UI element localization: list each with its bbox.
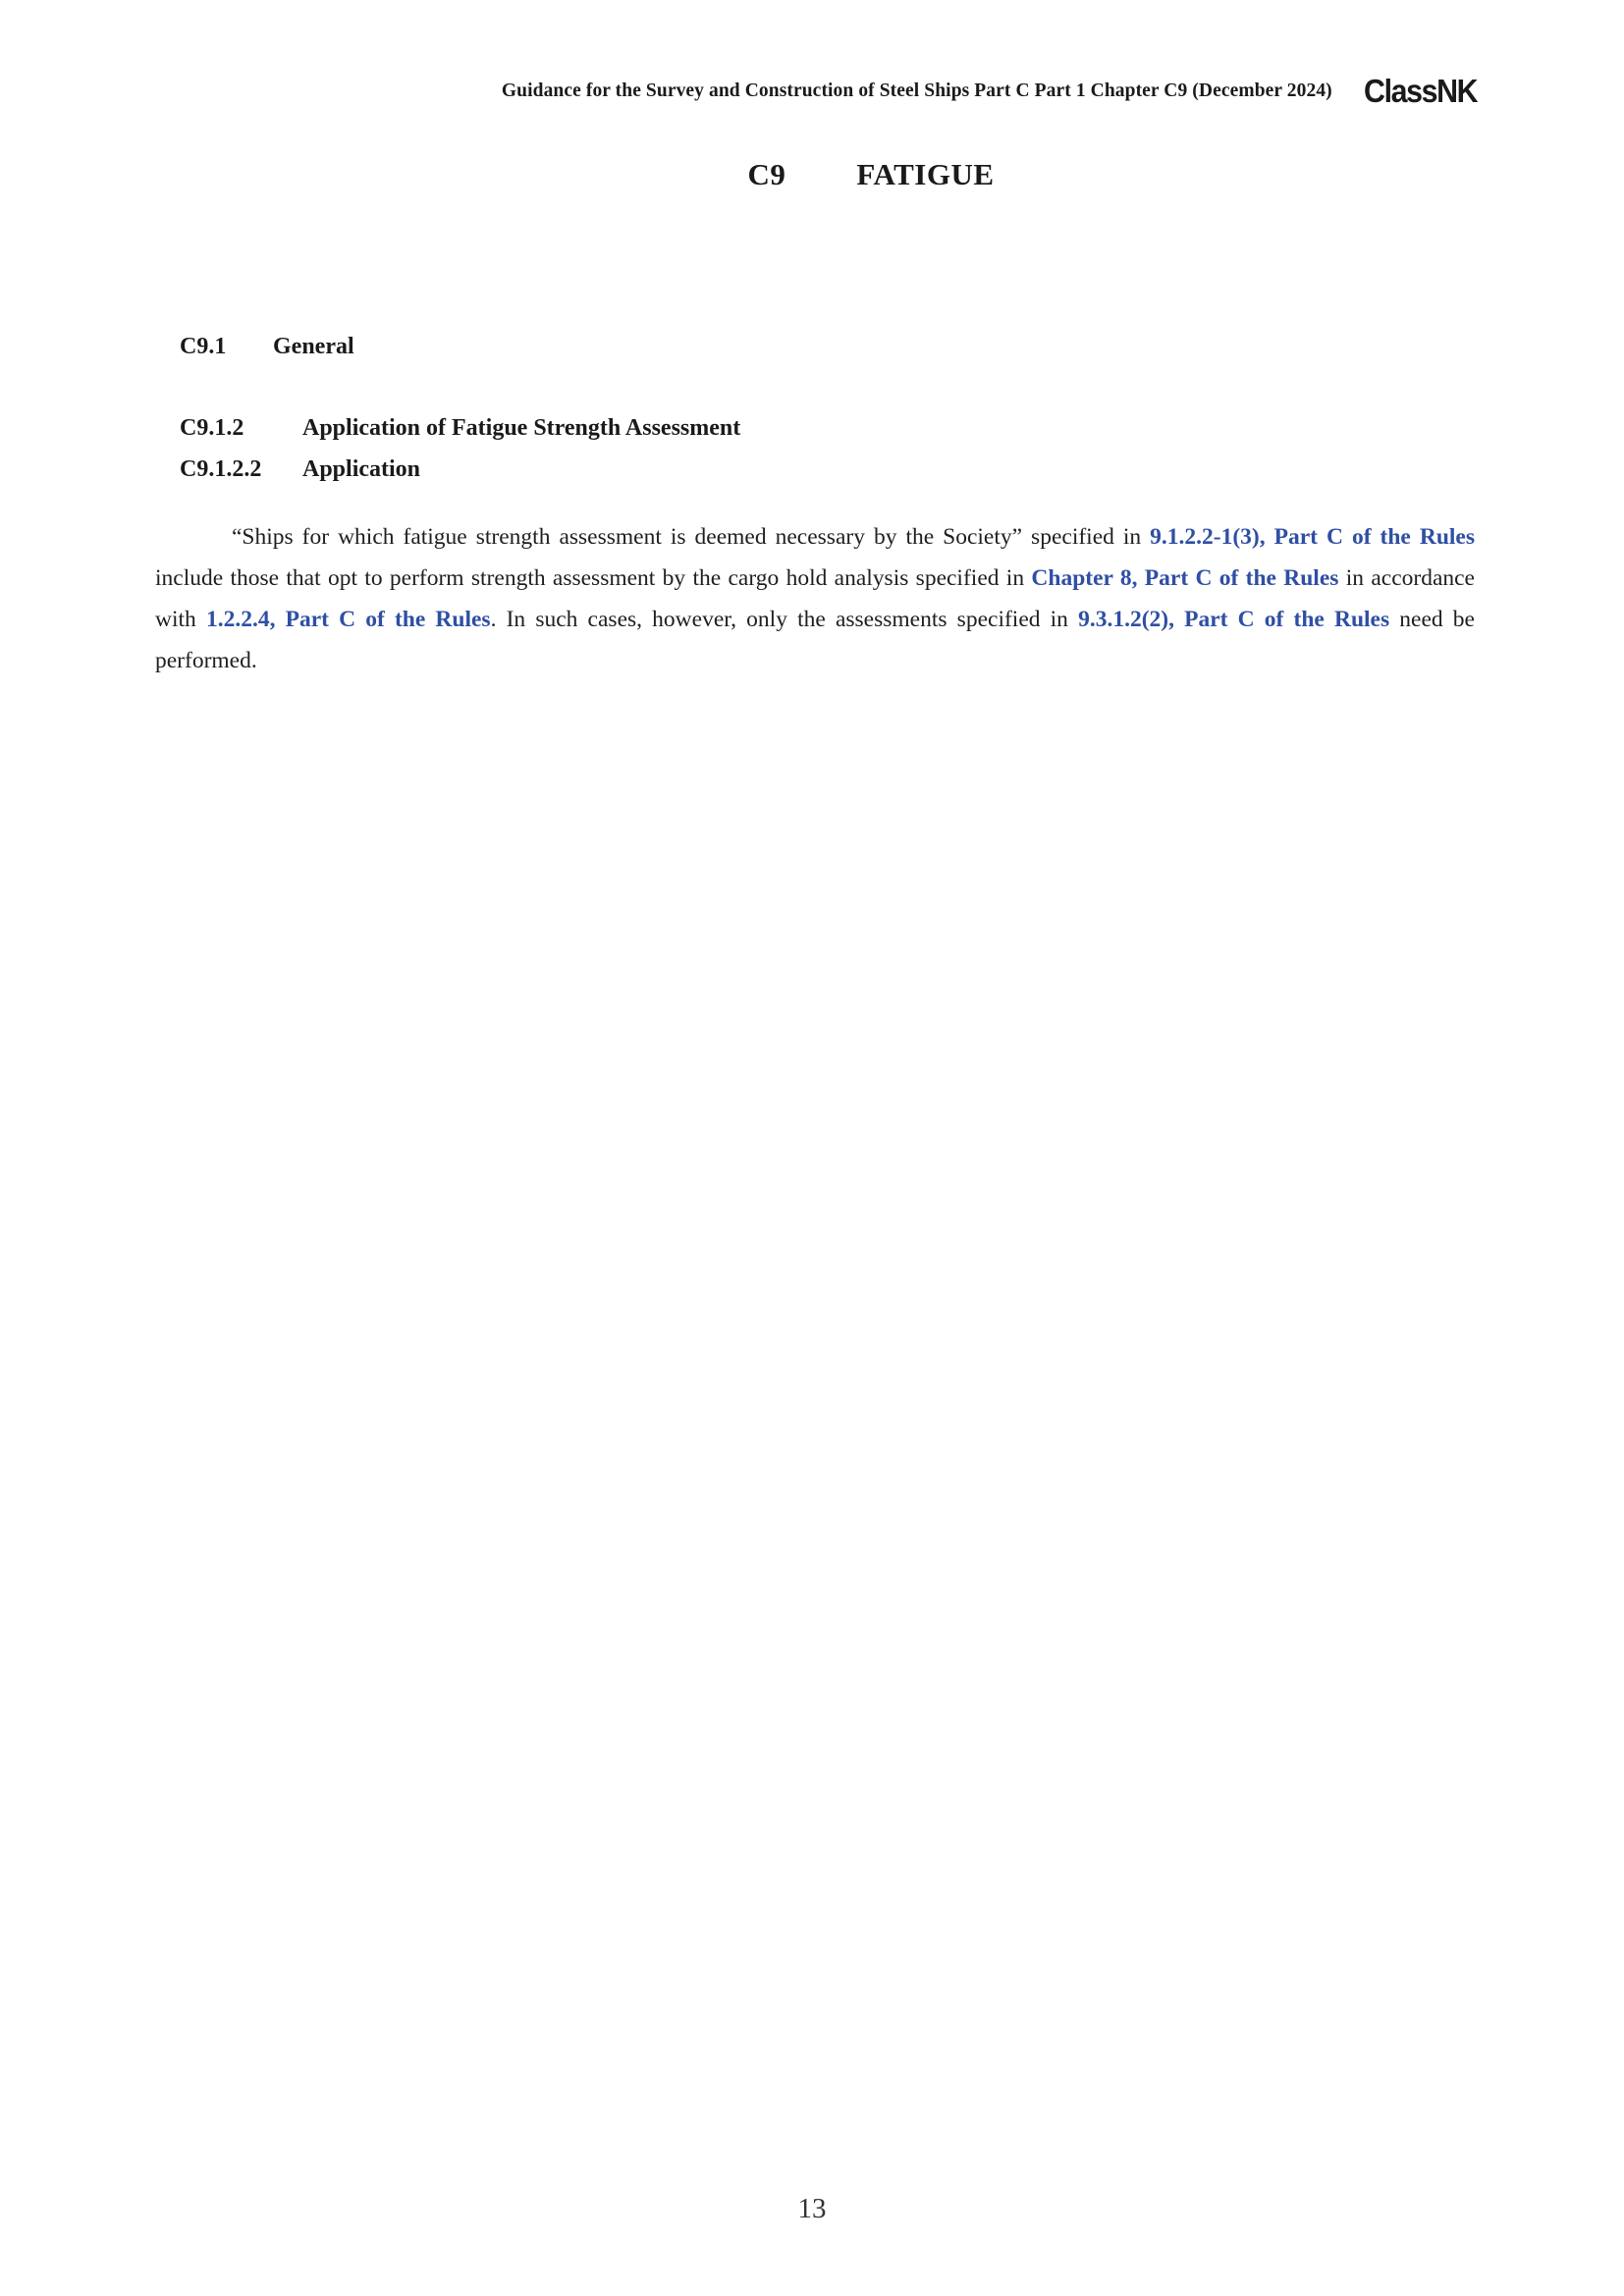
section-number: C9.1	[180, 334, 227, 359]
chapter-number: C9	[747, 157, 786, 191]
running-title: Guidance for the Survey and Construction of Steel Ships Part C Part 1 Chapter C9 (December 2024)	[501, 80, 1332, 101]
section-title: Application of Fatigue Strength Assessment	[302, 415, 741, 441]
paragraph-text: need be performed.	[155, 606, 1475, 673]
paragraph-text: in accordance with	[155, 564, 1475, 632]
section-number: C9.1.2	[180, 415, 244, 441]
classnk-logo: ClassNK	[1363, 73, 1477, 109]
rule-reference-link[interactable]: 9.1.2.2-1(3), Part C of the Rules	[1150, 523, 1475, 550]
section-title: General	[273, 334, 354, 359]
page-header	[502, 75, 1477, 107]
rule-reference-link[interactable]: 1.2.2.4, Part C of the Rules	[205, 606, 491, 632]
section-heading-application	[180, 456, 420, 483]
section-heading-general	[180, 334, 354, 360]
section-heading-application-fsa	[180, 415, 740, 442]
rule-reference-link[interactable]: Chapter 8, Part C of the Rules	[1031, 564, 1339, 591]
paragraph-text: . In such cases, however, only the assessments specified in	[490, 606, 1079, 632]
page-number: 13	[797, 2193, 827, 2224]
section-number: C9.1.2.2	[180, 456, 262, 482]
rule-reference-link[interactable]: 9.3.1.2(2), Part C of the Rules	[1078, 606, 1390, 632]
section-title: Application	[302, 456, 421, 482]
paragraph-text: “Ships for which fatigue strength assessment is deemed necessary by the Society” specified in	[232, 523, 1151, 550]
chapter-title	[0, 157, 1624, 192]
paragraph-text: include those that opt to perform strength assessment by the cargo hold analysis specified in	[155, 564, 1032, 591]
application-paragraph	[155, 516, 1475, 681]
chapter-name: FATIGUE	[856, 157, 995, 191]
